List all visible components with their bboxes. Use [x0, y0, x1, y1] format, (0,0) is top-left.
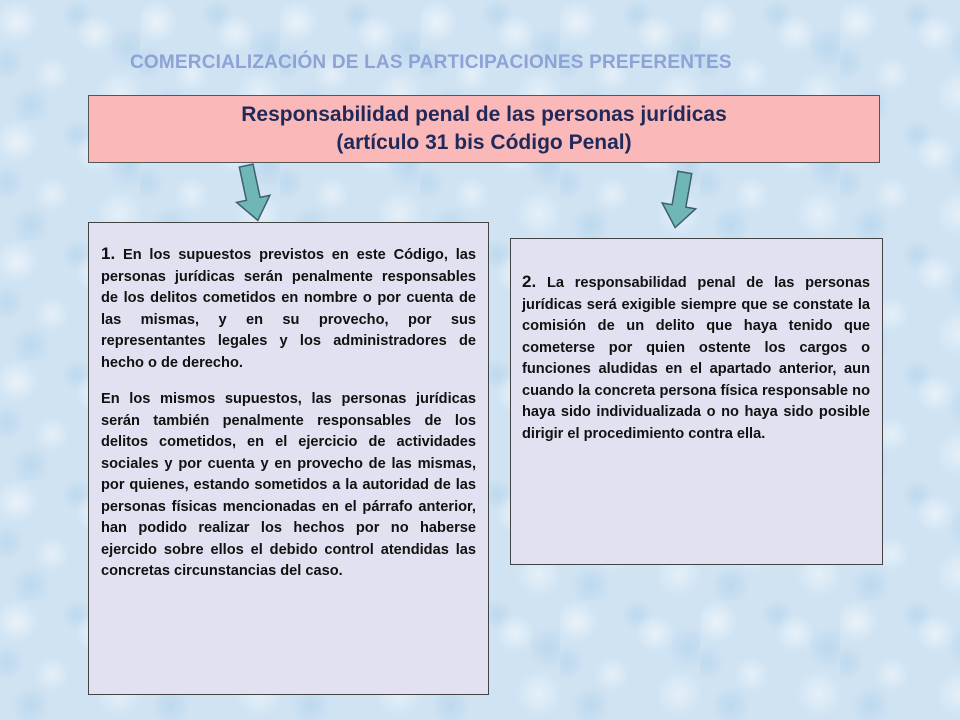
down-arrow-icon	[660, 170, 700, 230]
section-1-paragraph-2: En los mismos supuestos, las personas jurídicas serán también penalmente responsables de los delitos cometidos, en el ejercicio de actividades sociales y por cuenta y en provecho de las mismas, por quienes, estando sometidos a la autoridad de las personas físicas mencionadas en el párrafo anterior, han podido realizar los hechos por no haberse ejercido sobre ellos el debido control atendidas las concretas circunstancias del caso.	[101, 391, 476, 579]
title-box	[88, 95, 880, 163]
section-1-paragraph-1	[101, 243, 476, 374]
section-2-text: La responsabilidad penal de las personas jurídicas será exigible siempre que se constate la comisión de un delito que haya tenido que cometerse por quien ostente los cargos o funciones aludidas en el apartado anterior, aun cuando la concreta persona física responsable no haya sido individualizada o no haya sido posible dirigir el procedimiento contra ella.	[522, 275, 870, 442]
article-section-1	[88, 222, 489, 695]
section-2-paragraph-1	[522, 271, 870, 445]
article-section-2	[510, 238, 883, 565]
section-1-text: En los supuestos previstos en este Código, las personas jurídicas serán penalmente responsables de los delitos cometidos en nombre o por cuenta de las mismas, y en su provecho, por sus representantes legales y los administradores de hecho o de derecho.	[101, 247, 476, 371]
title-line-1: Responsabilidad penal de las personas jurídicas	[241, 103, 727, 126]
title-line-2: (artículo 31 bis Código Penal)	[336, 131, 632, 154]
section-1-number: 1.	[101, 244, 116, 263]
down-arrow-icon	[232, 163, 272, 223]
slide-subtitle: COMERCIALIZACIÓN DE LAS PARTICIPACIONES PREFERENTES	[130, 52, 732, 73]
section-2-number: 2.	[522, 272, 537, 291]
